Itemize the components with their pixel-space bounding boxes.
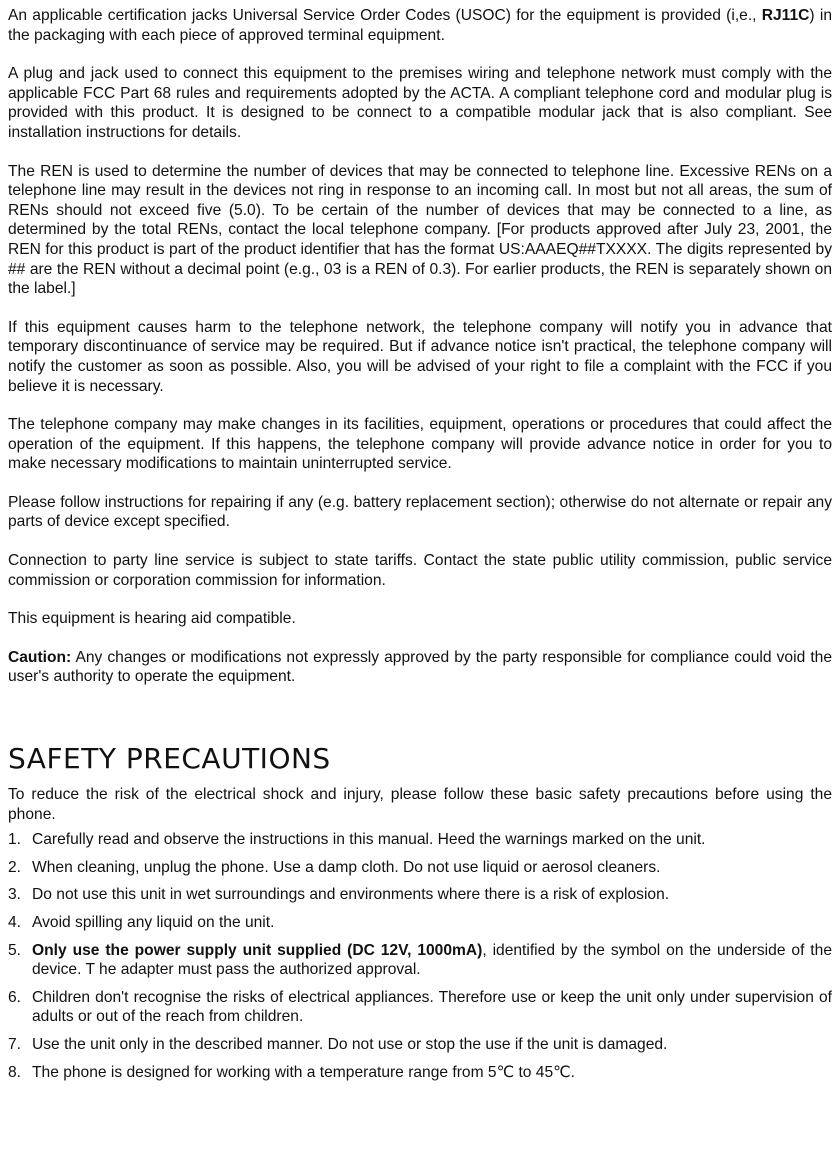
safety-item bbox=[8, 885, 832, 905]
paragraph-repairing: Please follow instructions for repairing if any (e.g. battery replacement section); otherwise do not alternate or repair any parts of device except specified. bbox=[8, 493, 832, 531]
paragraph-usoc-text-pre: An applicable certification jacks Universal Service Order Codes (USOC) for the equipment is provided (i,e., bbox=[8, 7, 762, 24]
safety-item-number: 3. bbox=[8, 886, 22, 904]
rj11c-label: RJ11C bbox=[761, 7, 810, 24]
safety-item-number: 8. bbox=[8, 1063, 22, 1081]
safety-item-number: 2. bbox=[8, 858, 22, 876]
safety-item-number: 5. bbox=[8, 941, 22, 959]
safety-item bbox=[8, 1035, 832, 1055]
paragraph-plug-jack: A plug and jack used to connect this equipment to the premises wiring and telephone network must comply with the applicable FCC Part 68 rules and requirements adopted by the ACTA. A compliant telephone cord and modular plug is provided with this product. It is designed to be connect to a compatible modular jack that is also compliant. See installation instructions for details. bbox=[8, 65, 832, 141]
paragraph-hearing-aid: This equipment is hearing aid compatible. bbox=[8, 610, 296, 628]
safety-item-text: When cleaning, unplug the phone. Use a damp cloth. Do not use liquid or aerosol cleaners. bbox=[32, 858, 661, 876]
power-supply-warning: Only use the power supply unit supplied (DC 12V, 1000mA) bbox=[32, 941, 483, 959]
safety-precautions-heading: SAFETY PRECAUTIONS bbox=[8, 742, 331, 776]
safety-list bbox=[8, 830, 832, 1082]
paragraph-usoc bbox=[8, 6, 832, 45]
paragraph-party-line: Connection to party line service is subject to state tariffs. Contact the state public utility commission, public service commission or corporation commission for information. bbox=[8, 552, 832, 589]
safety-item-number: 4. bbox=[8, 914, 22, 931]
safety-item-number: 7. bbox=[8, 1035, 22, 1053]
safety-item-text: Children don't recognise the risks of electrical appliances. Therefore use or keep the unit only under supervision of adults or out of the reach from children. bbox=[32, 988, 832, 1026]
safety-item-text: Use the unit only in the described manner. Do not use or stop the use if the unit is damaged. bbox=[32, 1035, 668, 1053]
safety-item bbox=[8, 858, 832, 878]
safety-item-text: , identified by the symbol on the underside of the device. T he adapter must pass the authorized approval. bbox=[32, 941, 832, 979]
safety-item bbox=[8, 988, 832, 1027]
safety-item-text: The phone is designed for working with a temperature range from 5℃ to 45℃. bbox=[32, 1063, 575, 1081]
safety-item bbox=[8, 941, 832, 980]
safety-item-number: 6. bbox=[8, 988, 22, 1006]
paragraph-usoc-text-post: ) in the packaging with each piece of approved terminal equipment. bbox=[8, 7, 832, 44]
safety-item bbox=[8, 1063, 832, 1083]
safety-item-number: 1. bbox=[8, 831, 22, 849]
paragraph-caution bbox=[8, 648, 832, 687]
paragraph-ren: The REN is used to determine the number of devices that may be connected to telephone line. Excessive RENs on a telephone line may result in the devices not ring in response to an incoming call. In most but not all areas, the sum of RENs should not exceed five (5.0). To be certain of the number of devices that may be connected to a line, as determined by the total RENs, contact the local telephone company. [For products approved after July 23, 2001, the REN for this product is part of the product identifier that has the format US:AAAEQ##TXXXX. The digits represented by ## are the REN without a decimal point (e.g., 03 is a REN of 0.3). For earlier products, the REN is separately shown on the label.] bbox=[8, 162, 832, 298]
safety-item bbox=[8, 913, 832, 933]
safety-intro: To reduce the risk of the electrical shock and injury, please follow these basic safety precautions before using the phone. bbox=[8, 786, 832, 823]
paragraph-company-changes: The telephone company may make changes in its facilities, equipment, operations or procedures that could affect the operation of the equipment. If this happens, the telephone company will provide advance notice in order for you to make necessary modifications to maintain uninterrupted service. bbox=[8, 416, 832, 473]
safety-item-text: Carefully read and observe the instructions in this manual. Heed the warnings marked on the unit. bbox=[32, 831, 706, 849]
paragraph-network-harm: If this equipment causes harm to the telephone network, the telephone company will notify you in advance that temporary discontinuance of service may be required. But if advance notice isn't practical, the telephone company will notify the customer as soon as possible. Also, you will be advised of your right to file a complaint with the FCC if you believe it is necessary. bbox=[8, 318, 832, 395]
caution-text: Any changes or modifications not expressly approved by the party responsible for compliance could void the user's authority to operate the equipment. bbox=[8, 648, 832, 686]
safety-item-text: Do not use this unit in wet surroundings and environments where there is a risk of explosion. bbox=[32, 886, 670, 904]
safety-item-text: Avoid spilling any liquid on the unit. bbox=[32, 914, 275, 931]
safety-item bbox=[8, 830, 832, 850]
caution-label: Caution: bbox=[8, 648, 72, 666]
